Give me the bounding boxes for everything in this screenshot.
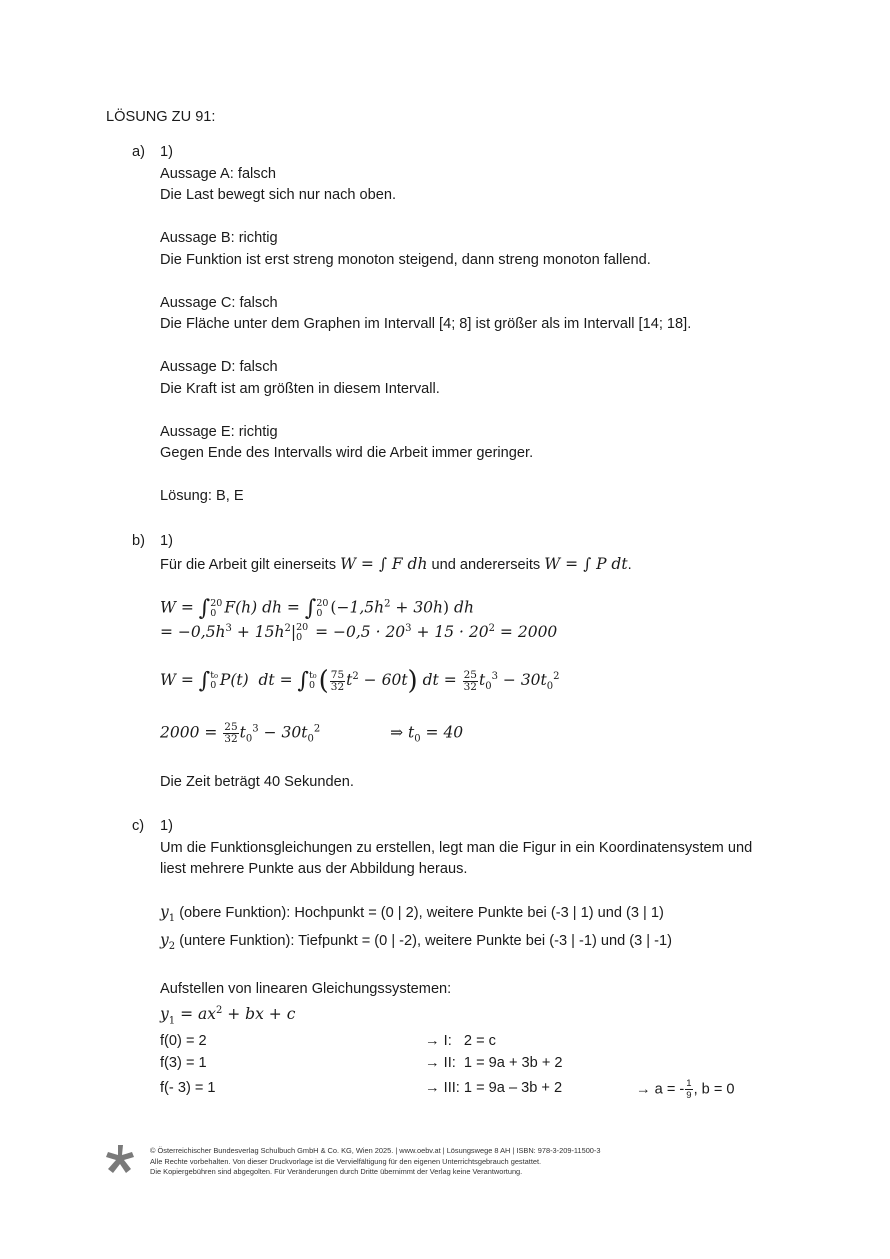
part-c-label: c) — [132, 818, 145, 834]
statement-a-head: Aussage A: falsch — [160, 165, 277, 182]
part-a-solution: Lösung: B, E — [160, 488, 244, 504]
systems-heading: Aufstellen von linearen Gleichungssystemen: — [160, 980, 452, 997]
statement-b-text: Die Funktion ist erst streng monoton steigend, dann streng monoton fallend. — [160, 251, 651, 268]
integral-force-result: = $-0,5h^3 + 15h^2|$ 20 0 = $-0,5 \cdot 20^3 + 15 \cdot 20^2 = 2000$ — [160, 622, 558, 644]
statement-d-head: Aussage D: falsch — [160, 359, 278, 375]
integral-power-line: W = ∫ t₀ 0 P(t) dt = ∫ t₀ 0 ( $\frac{75}{32}$ $t^2 - 60t$) dt = $\frac{25}{32}$ $t_0^3 - 30t_0^2$ — [160, 666, 560, 696]
equation-row-2: → II: 1 = 9a + 3b + 2 — [425, 1055, 563, 1071]
equation-t0-line: 2000 = $\frac{25}{32}$ $t_0^3 - 30t_0^2$ ⇒ $t_0 = 40$ — [160, 721, 464, 745]
condition-row-1: f(0) = 2 — [160, 1033, 207, 1049]
system-result: → a = - $\frac{1}{9}$ , b = 0 — [636, 1078, 735, 1101]
integral-force-line: W = ∫ 20 0 F(h) dh = ∫ 20 0 $(-1,5h^2 + 30h)$ dh — [160, 596, 474, 621]
publisher-logo-icon — [104, 1143, 136, 1175]
y1-general-form: $y_1 = ax^2$ + bx + c — [160, 1005, 296, 1027]
statement-e-text: Gegen Ende des Intervalls wird die Arbeit immer geringer. — [160, 445, 534, 461]
part-a-number: 1) — [160, 144, 173, 160]
work-formula-force: W = ∫ F dh — [340, 554, 428, 573]
equation-row-1: → I: 2 = c — [425, 1033, 496, 1049]
y2-description: $y_2$ (untere Funktion): Tiefpunkt = (0 | -2), weitere Punkte bei (-3 | -1) und (3 | -1) — [160, 930, 672, 952]
statement-b-head: Aussage B: richtig — [160, 230, 278, 246]
statement-a-text: Die Last bewegt sich nur nach oben. — [160, 187, 397, 203]
condition-row-3: f(- 3) = 1 — [160, 1080, 216, 1096]
part-b-number: 1) — [160, 533, 173, 549]
part-a-label: a) — [132, 144, 145, 160]
condition-row-2: f(3) = 1 — [160, 1055, 207, 1071]
statement-c-text: Die Fläche unter dem Graphen im Intervall [4; 8] ist größer als im Intervall [14; 18]. — [160, 316, 692, 332]
part-c-number: 1) — [160, 818, 173, 834]
part-b-conclusion: Die Zeit beträgt 40 Sekunden. — [160, 774, 354, 790]
part-c-block — [160, 816, 800, 1032]
solution-heading: LÖSUNG ZU 91: — [106, 109, 216, 125]
work-formula-power: W = ∫ P dt — [544, 554, 628, 573]
y1-description: $y_1$ (obere Funktion): Hochpunkt = (0 | 2), weitere Punkte bei (-3 | 1) und (3 | 1) — [160, 903, 664, 925]
part-b-block — [160, 531, 800, 576]
equation-row-3: → III: 1 = 9a – 3b + 2 — [425, 1080, 563, 1096]
statement-c-head: Aussage C: falsch — [160, 294, 278, 311]
statement-e-head: Aussage E: richtig — [160, 423, 278, 440]
footer-line-3: Die Kopiergebühren sind abgegolten. Für Veränderungen durch Dritte übernimmt der Verlag keine Verantwortung. — [150, 1167, 523, 1176]
part-b-label: b) — [132, 533, 145, 549]
part-c-intro-2: liest mehrere Punkte aus der Abbildung heraus. — [160, 861, 468, 877]
part-c-intro-1: Um die Funktionsgleichungen zu erstellen, legt man die Figur in ein Koordinatensystem und — [160, 839, 753, 856]
footer-line-2: Alle Rechte vorbehalten. Von dieser Druckvorlage ist die Vervielfältigung für den eigenen Unterrichtsgebrauch gestattet. — [150, 1156, 542, 1166]
copyright-footer — [150, 1146, 601, 1178]
work-definition-line: Für die Arbeit gilt einerseits W = ∫ F dh und andererseits W = ∫ P dt. — [160, 554, 632, 573]
statement-d-text: Die Kraft ist am größten in diesem Intervall. — [160, 380, 440, 397]
part-a-block — [160, 142, 800, 508]
footer-line-1: © Österreichischer Bundesverlag Schulbuch GmbH & Co. KG, Wien 2025. | www.oebv.at | Lösungswege 8 AH | ISBN: 978-3-209-11500-3 — [150, 1146, 601, 1155]
